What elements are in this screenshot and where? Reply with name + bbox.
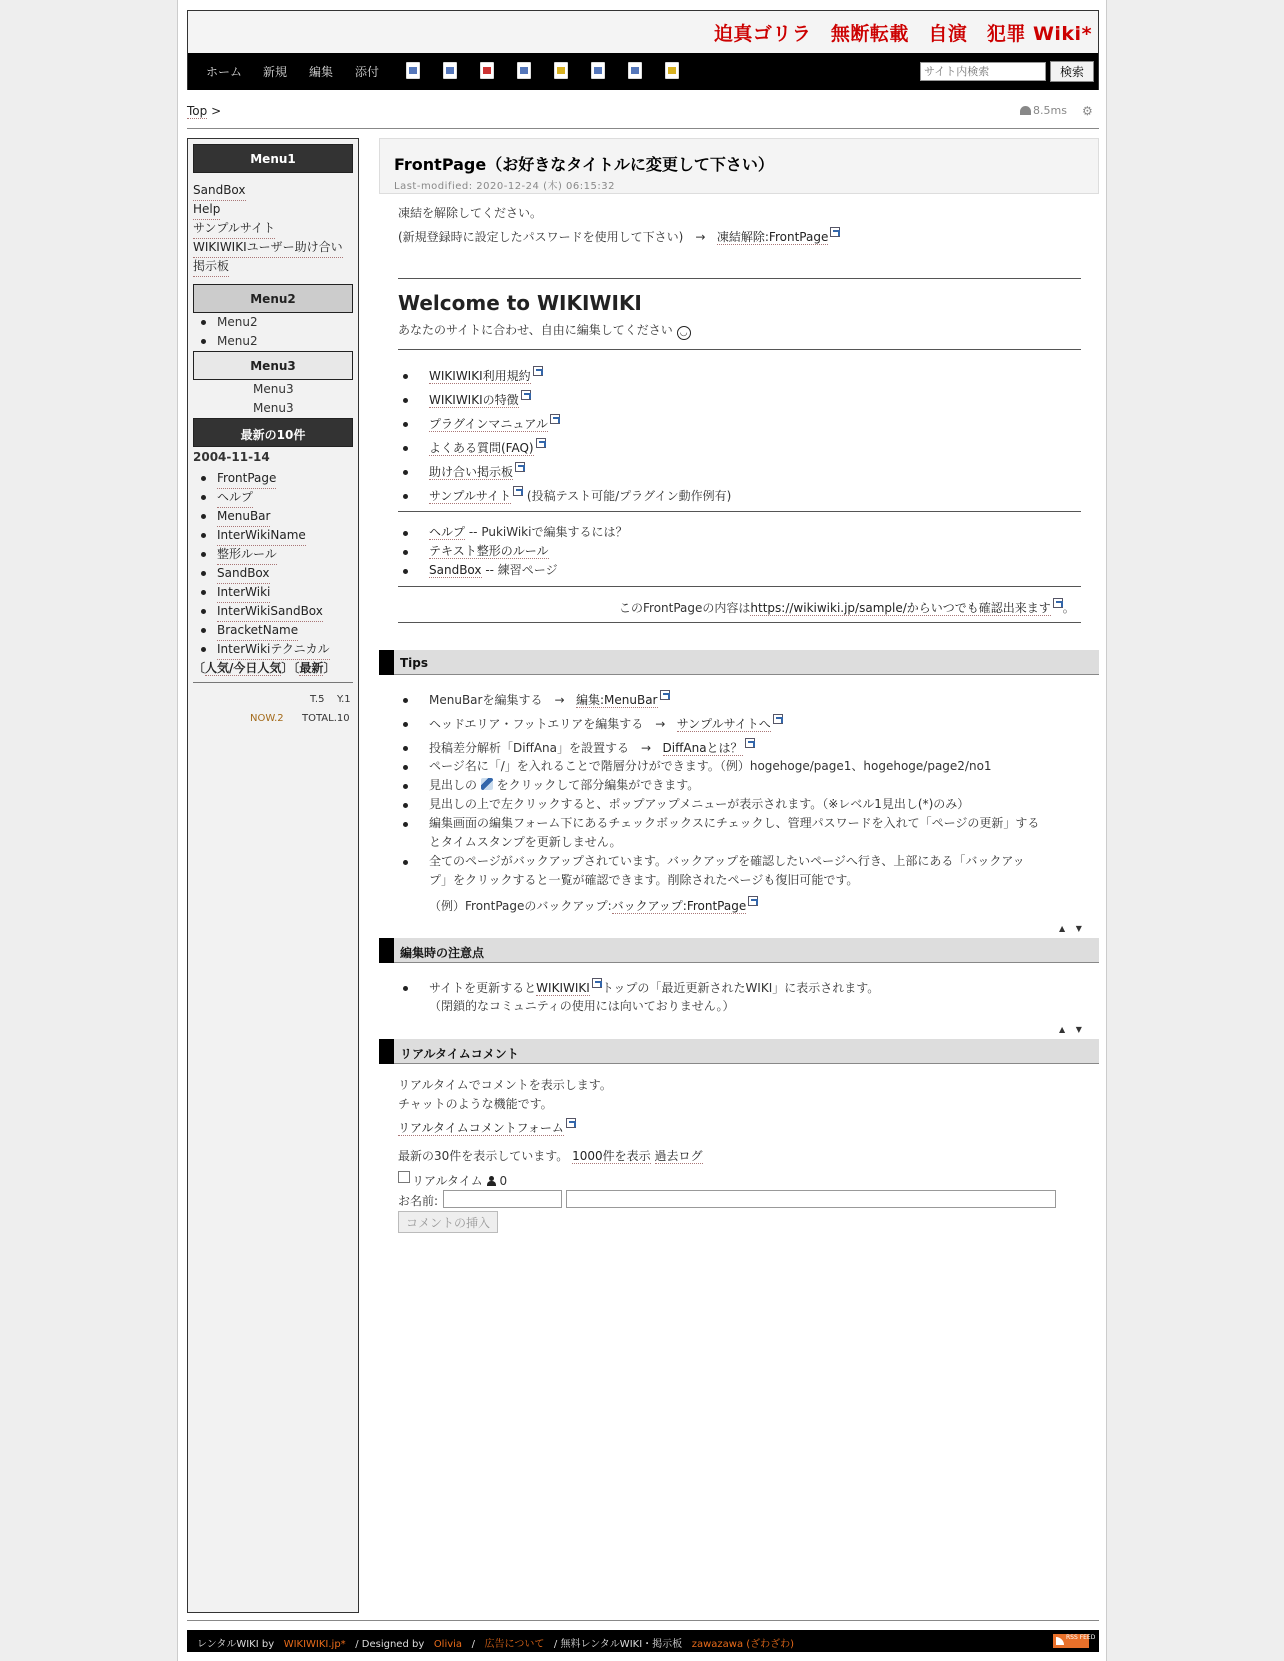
sample-site-to-link[interactable]: サンプルサイトへ (676, 717, 771, 731)
external-link-icon (533, 366, 543, 376)
divider (398, 586, 1081, 587)
recent-item[interactable]: InterWikiSandBox (217, 602, 323, 622)
breadcrumb-top[interactable]: Top (187, 104, 208, 118)
confirm-suffix: 。 (1062, 601, 1075, 615)
nav-edit[interactable]: 編集 (309, 65, 334, 79)
realtime-label-line (412, 1172, 507, 1189)
sidebar (187, 138, 359, 1613)
bracket: 〕〔 (281, 661, 300, 675)
tips-title: Tips (400, 656, 429, 670)
recent-item[interactable]: InterWiki (217, 583, 270, 603)
external-link-icon (513, 486, 523, 496)
sandbox-note: -- 練習ページ (485, 563, 558, 577)
tips-item (429, 776, 699, 793)
divider (398, 511, 1081, 512)
confirm-link[interactable]: https://wikiwiki.jp/sample/からいつでも確認出来ます (750, 601, 1051, 615)
bullet (201, 647, 206, 652)
header (187, 10, 1099, 90)
navbar (188, 53, 1098, 90)
bullet (201, 320, 206, 325)
zawazawa-link[interactable]: zawazawa (ざわざわ) (691, 1639, 795, 1650)
footer-rental: レンタルWIKI by (197, 1639, 275, 1650)
menu1-item[interactable]: Help (193, 200, 220, 220)
caution-item (429, 978, 879, 996)
bullet (403, 986, 408, 991)
footer-free: / 無料レンタルWIKI・掲示板 (553, 1639, 683, 1650)
bracket: 〕 (323, 661, 336, 675)
recent-icon[interactable] (628, 62, 642, 79)
menu1-item[interactable]: サンプルサイト (193, 219, 275, 239)
realtime-desc-2: チャットのような機能です。 (398, 1097, 553, 1111)
realtime-label: リアルタイム (412, 1174, 483, 1188)
divider (398, 278, 1081, 279)
bullet (201, 495, 206, 500)
tips-item (429, 690, 670, 708)
bullet (201, 571, 206, 576)
comment-input[interactable] (566, 1190, 1056, 1208)
link-item (429, 366, 543, 384)
caution-prefix: サイトを更新すると (429, 981, 537, 995)
tips-popup: 見出しの上で左クリックすると、ポップアップメニューが表示されます。（※レベル1見出し(*)のみ） (429, 797, 970, 811)
realtime-form-link[interactable]: リアルタイムコメントフォーム (398, 1121, 564, 1135)
external-link-icon (745, 738, 755, 748)
gear-icon[interactable]: ⚙ (1082, 104, 1093, 118)
recent-item[interactable]: BracketName (217, 621, 298, 641)
partial-edit-suffix: をクリックして部分編集ができます。 (496, 778, 700, 792)
nav-home[interactable]: ホーム (206, 65, 243, 79)
bullet (403, 494, 408, 499)
counter-now: NOW.2 (250, 713, 284, 724)
external-link-icon (515, 462, 525, 472)
plugin-manual-link[interactable]: プラグインマニュアル (429, 417, 548, 431)
bullet (403, 765, 408, 770)
external-link-icon (1053, 598, 1063, 608)
backup-example-prefix: （例）FrontPageのバックアップ: (429, 899, 612, 913)
welcome-heading: Welcome to WIKIWIKI (398, 291, 642, 315)
tips-timestamp-2: とタイムスタンプを更新しません。 (429, 835, 622, 849)
heading-bar (379, 1039, 394, 1064)
bullet (403, 784, 408, 789)
realtime-desc-1: リアルタイムでコメントを表示します。 (398, 1078, 612, 1092)
unfreeze-line (398, 227, 840, 245)
realtime-latest-line (398, 1147, 703, 1164)
pencil-icon (481, 778, 493, 790)
latest-30-text: 最新の30件を表示しています。 (398, 1149, 569, 1163)
text-rule-link[interactable]: テキスト整形のルール (429, 544, 549, 558)
divider (187, 1620, 1099, 1621)
bullet (403, 398, 408, 403)
bullet (403, 698, 408, 703)
bullet (403, 822, 408, 827)
bullet (403, 374, 408, 379)
menubar-link[interactable]: 編集:MenuBar (575, 693, 658, 707)
menu1-item[interactable]: 掲示板 (193, 257, 229, 277)
divider (193, 682, 353, 683)
sandbox-item (429, 561, 558, 578)
terms-link[interactable]: WIKIWIKI利用規約 (429, 369, 531, 383)
rename-icon[interactable] (443, 62, 457, 79)
menu1-heading: Menu1 (193, 144, 353, 173)
forum-link[interactable]: 助け合い掲示板 (429, 465, 514, 479)
link-item (429, 390, 531, 408)
recent-item[interactable]: MenuBar (217, 507, 270, 527)
unfreeze-link[interactable]: 凍結解除:FrontPage (716, 230, 829, 244)
confirm-prefix: このFrontPageの内容は (619, 601, 751, 615)
counter-yesterday: Y.1 (337, 694, 351, 705)
menu1-item[interactable]: WIKIWIKIユーザー助け合い (193, 238, 343, 258)
help-link[interactable]: ヘルプ (429, 525, 466, 539)
bullet (201, 609, 206, 614)
help-icon[interactable] (665, 62, 679, 79)
external-link-icon (566, 1118, 576, 1128)
heading-bar (379, 650, 394, 675)
divider (398, 349, 1081, 350)
heading-bar (379, 938, 394, 963)
link-item (429, 414, 560, 432)
render-time (1020, 104, 1067, 117)
tips-item (429, 714, 783, 732)
gauge-icon (1020, 106, 1031, 115)
olivia-link[interactable]: Olivia (433, 1639, 463, 1650)
menu3-item: Menu3 (253, 382, 294, 396)
menu2-heading: Menu2 (193, 284, 353, 313)
menubar-text: MenuBarを編集する → (429, 693, 565, 707)
scroll-arrows[interactable]: ▲ ▼ (1059, 1025, 1086, 1034)
recent-item[interactable]: 整形ルール (217, 545, 277, 565)
bullet (201, 339, 206, 344)
realtime-title: リアルタイムコメント (400, 1047, 519, 1061)
help-item (429, 523, 627, 540)
name-input[interactable] (443, 1190, 562, 1208)
tips-heading[interactable] (379, 650, 1099, 675)
bullet (403, 470, 408, 475)
sample-note: (投稿テスト可能/プラグイン動作例有) (526, 489, 732, 503)
realtime-form-line (398, 1118, 576, 1136)
header-text: ヘッドエリア・フットエリアを編集する → (429, 717, 666, 731)
partial-edit-prefix: 見出しの (429, 778, 478, 792)
external-link-icon (660, 690, 670, 700)
wikiwiki-jp-link[interactable]: WIKIWIKI.jp* (283, 1639, 346, 1650)
popular-links (193, 659, 335, 678)
smile-icon: ◡ (677, 326, 691, 340)
bullet (403, 422, 408, 427)
faq-link[interactable]: よくある質問(FAQ) (429, 441, 534, 455)
backup-link[interactable]: バックアップ:FrontPage (611, 899, 747, 913)
title-box (379, 138, 1099, 194)
nav-attach[interactable]: 添付 (355, 65, 380, 79)
diff-icon[interactable] (480, 62, 494, 79)
external-link-icon (773, 714, 783, 724)
ads-link[interactable]: 広告について (484, 1639, 545, 1650)
bullet (403, 569, 408, 574)
features-link[interactable]: WIKIWIKIの特徴 (429, 393, 519, 407)
menu1-item[interactable]: SandBox (193, 181, 246, 201)
breadcrumb-separator: > (211, 104, 222, 118)
diffana-link[interactable]: DiffAnaとは？ (662, 741, 743, 755)
caution-note: （閉鎖的なコミュニティの使用には向いておりません。） (429, 999, 735, 1013)
scroll-arrows[interactable]: ▲ ▼ (1059, 924, 1086, 933)
welcome-subtitle: あなたのサイトに合わせ、自由に編集してください (398, 323, 673, 337)
unfreeze-note: (新規登録時に設定したパスワードを使用して下さい) → (398, 230, 706, 244)
footer (187, 1630, 1099, 1652)
latest-link[interactable]: 最新 (299, 661, 324, 675)
divider (398, 622, 1081, 623)
bullet (201, 590, 206, 595)
sandbox-link[interactable]: SandBox (429, 563, 482, 577)
rss-icon[interactable]: RSS FEED (1053, 1634, 1089, 1648)
bullet (403, 531, 408, 536)
nav-new[interactable]: 新規 (263, 65, 288, 79)
recent-item[interactable]: FrontPage (217, 469, 276, 489)
external-link-icon (592, 978, 602, 988)
caution-suffix: トップの「最近更新されたWIKI」に表示されます。 (601, 981, 880, 995)
page (177, 0, 1107, 1661)
external-link-icon (550, 414, 560, 424)
render-time-value: 8.5ms (1033, 104, 1067, 117)
copy-page-icon[interactable] (406, 62, 420, 79)
bullet (403, 446, 408, 451)
external-link-icon (748, 896, 758, 906)
bullet (201, 628, 206, 633)
person-icon (487, 1176, 496, 1186)
menu2-item: Menu2 (217, 315, 258, 329)
caution-heading[interactable] (379, 938, 1099, 963)
bullet (403, 860, 408, 865)
insert-comment-button[interactable]: コメントの挿入 (398, 1211, 498, 1233)
bullet (201, 552, 206, 557)
realtime-checkbox[interactable] (398, 1171, 410, 1183)
help-note: -- PukiWikiで編集するには？ (468, 525, 628, 539)
search-button[interactable]: 検索 (1050, 61, 1094, 82)
footer-sep: / (471, 1639, 475, 1650)
name-label: お名前: (398, 1194, 439, 1208)
wikiwiki-link[interactable]: WIKIWIKI (536, 981, 590, 995)
backup-example (429, 896, 758, 914)
link-item (429, 462, 525, 480)
bullet (403, 746, 408, 751)
bullet (403, 722, 408, 727)
welcome-subtitle-line (398, 321, 691, 340)
freeze-icon[interactable] (554, 62, 568, 79)
popular-link[interactable]: 人気/今日人気 (205, 661, 282, 675)
external-link-icon (521, 390, 531, 400)
page-title: FrontPage（お好きなタイトルに変更して下さい） (394, 155, 774, 174)
recent-item[interactable]: SandBox (217, 564, 270, 584)
recent-heading: 最新の10件 (193, 418, 353, 447)
bullet (201, 514, 206, 519)
sample-site-link[interactable]: サンプルサイト (429, 489, 512, 503)
recent-item[interactable]: ヘルプ (217, 488, 253, 508)
menu3-item: Menu3 (253, 401, 294, 415)
external-link-icon (536, 438, 546, 448)
breadcrumb (187, 104, 221, 118)
counter-total: T.5 (310, 694, 325, 705)
bullet (403, 550, 408, 555)
bracket: 〔 (193, 661, 206, 675)
bullet (403, 803, 408, 808)
tips-item (429, 738, 755, 756)
confirm-line (619, 598, 1075, 616)
footer-designed: / Designed by (355, 1639, 425, 1650)
realtime-heading[interactable] (379, 1039, 1099, 1064)
external-link-icon (830, 227, 840, 237)
counter-all: TOTAL.10 (302, 713, 350, 724)
list-icon[interactable] (591, 62, 605, 79)
text-rule-item (429, 542, 549, 559)
archive-link[interactable]: 過去ログ (654, 1149, 703, 1163)
link-item (429, 486, 731, 504)
recent-item[interactable]: InterWikiName (217, 526, 306, 546)
divider (187, 128, 1099, 129)
recent-item[interactable]: InterWikiテクニカル (217, 640, 330, 660)
bullet (201, 476, 206, 481)
search-input[interactable] (920, 62, 1046, 81)
site-title[interactable]: 迫真ゴリラ 無断転載 自演 犯罪 Wiki* (188, 11, 1098, 53)
backup-icon[interactable] (517, 62, 531, 79)
link-item (429, 438, 546, 456)
tips-hierarchy: ページ名に「/」を入れることで階層分けができます。（例）hogehoge/page1、hogehoge/page2/no1 (429, 759, 992, 773)
show-1000-link[interactable]: 1000件を表示 (572, 1149, 651, 1163)
tips-backup-2: プ」をクリックすると一覧が確認できます。削除されたページも復旧可能です。 (429, 873, 859, 887)
diffana-text: 投稿差分解析「DiffAna」を設置する → (429, 741, 652, 755)
bullet (201, 533, 206, 538)
last-modified: Last-modified: 2020-12-24 (木) 06:15:32 (394, 181, 615, 192)
tips-timestamp-1: 編集画面の編集フォーム下にあるチェックボックスにチェックし、管理パスワードを入れて「ページの更新」する (429, 816, 1040, 830)
tips-backup-1: 全てのページがバックアップされています。バックアップを確認したいページへ行き、上部にある「バックアッ (429, 854, 1025, 868)
menu3-heading: Menu3 (193, 351, 353, 380)
recent-date: 2004-11-14 (193, 450, 270, 464)
unfreeze-message: 凍結を解除してください。 (398, 206, 543, 220)
menu2-item: Menu2 (217, 334, 258, 348)
online-count: 0 (499, 1174, 508, 1188)
caution-title: 編集時の注意点 (400, 946, 485, 960)
